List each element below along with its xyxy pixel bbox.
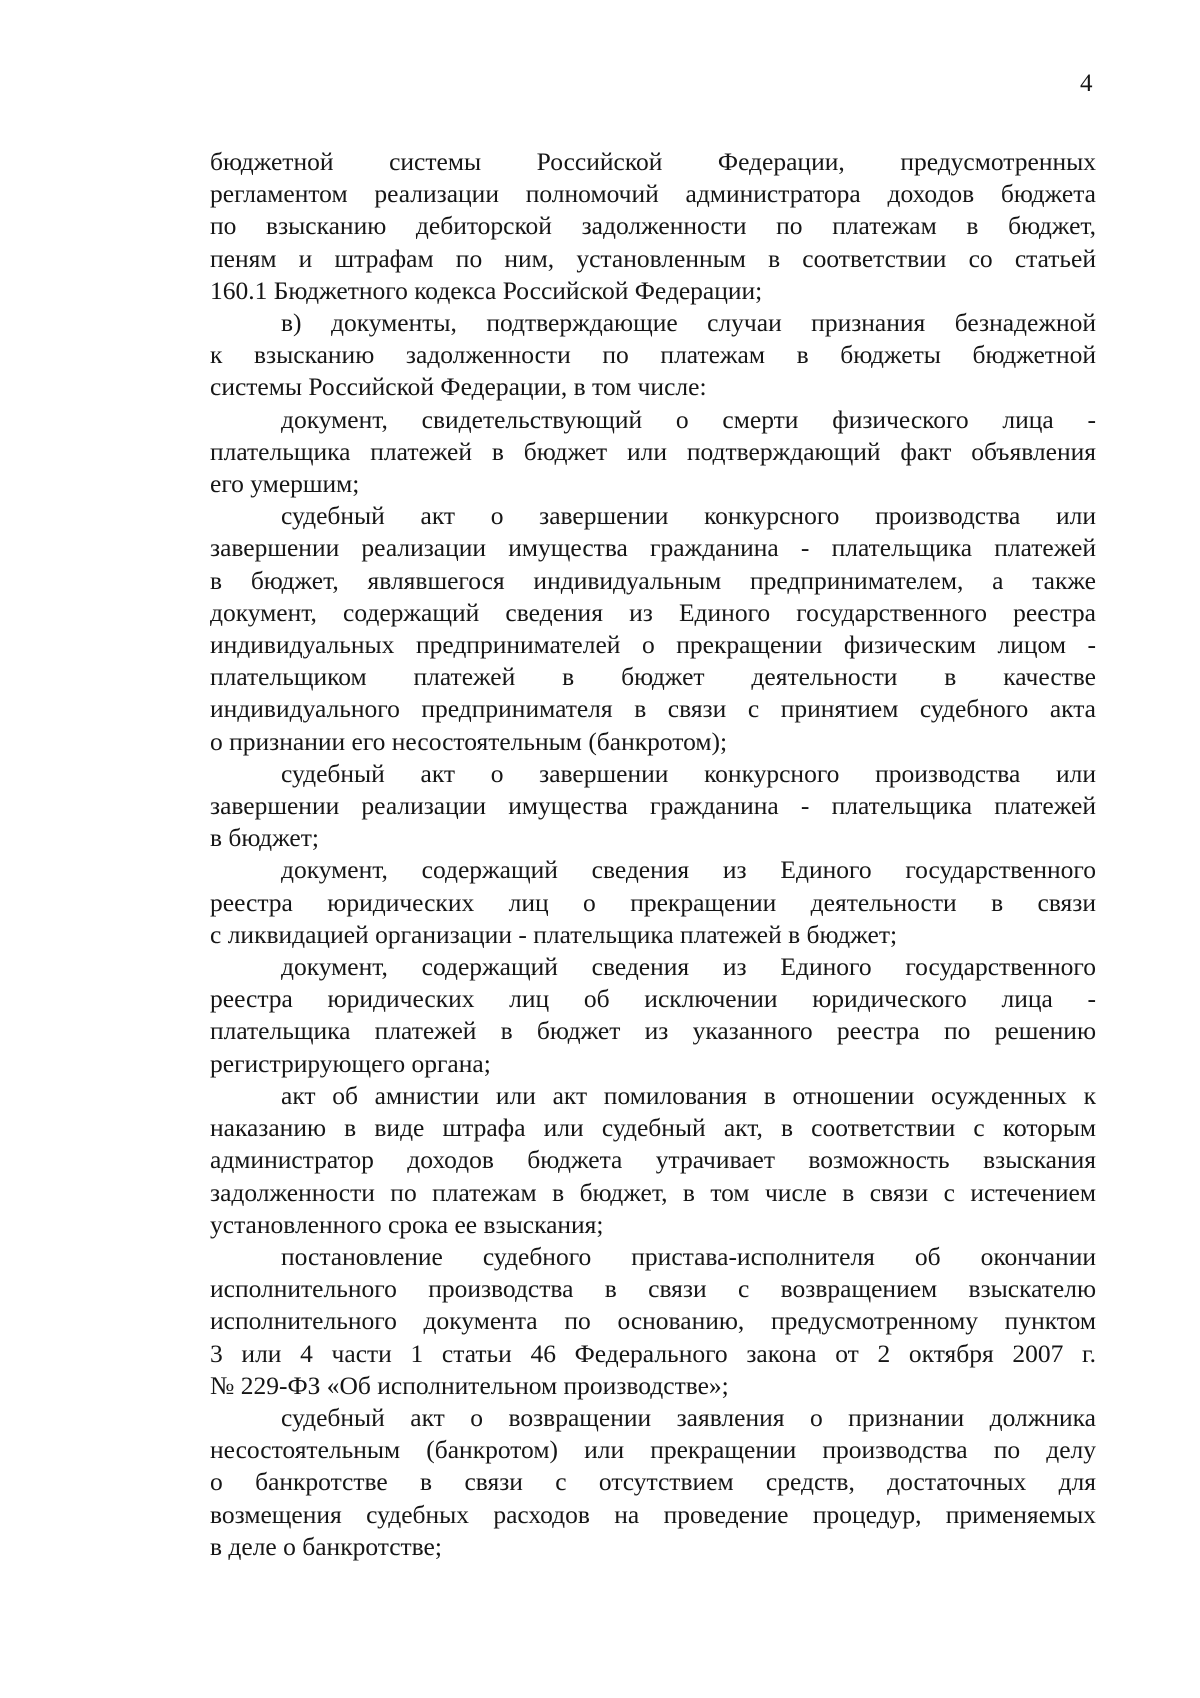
text-line: о признании его несостоятельным (банкротом); [210,726,728,756]
text-line: индивидуальных предпринимателей о прекращении физическим лицом - [210,630,1096,660]
text-line: задолженности по платежам в бюджет, в том числе в связи с истечением [210,1177,1096,1207]
text-line: судебный акт о завершении конкурсного производства или [281,758,1096,788]
text-line: плательщика платежей в бюджет или подтверждающий факт объявления [210,436,1096,466]
text-line: документ, содержащий сведения из Единого государственного [281,952,1096,982]
text-line: о банкротстве в связи с отсутствием средств, достаточных для [210,1467,1096,1497]
text-line: постановление судебного пристава-исполнителя об окончании [281,1241,1096,1271]
text-line: в бюджет, являвшегося индивидуальным предпринимателем, а также [210,565,1096,595]
text-line: 160.1 Бюджетного кодекса Российской Федерации; [210,275,763,305]
text-line: судебный акт о возвращении заявления о признании должника [281,1402,1096,1432]
text-line: его умершим; [210,469,360,499]
text-line: наказанию в виде штрафа или судебный акт, в соответствии с которым [210,1113,1096,1143]
text-line: по взысканию дебиторской задолженности по платежам в бюджет, [210,211,1096,241]
text-line: несостоятельным (банкротом) или прекращении производства по делу [210,1435,1096,1465]
text-line: плательщиком платежей в бюджет деятельности в качестве [210,662,1096,692]
document-body [210,146,1096,1563]
text-line: исполнительного производства в связи с возвращением взыскателю [210,1274,1096,1304]
text-line: завершении реализации имущества гражданина - плательщика платежей [210,533,1096,563]
text-line: документ, содержащий сведения из Единого государственного [281,855,1096,885]
text-line: в) документы, подтверждающие случаи признания безнадежной [281,308,1096,338]
text-line: № 229-ФЗ «Об исполнительном производстве»; [210,1370,729,1400]
text-line: реестра юридических лиц о прекращении деятельности в связи [210,887,1096,917]
text-line: администратор доходов бюджета утрачивает возможность взыскания [210,1145,1096,1175]
text-line: документ, свидетельствующий о смерти физического лица - [281,404,1096,434]
text-line: плательщика платежей в бюджет из указанного реестра по решению [210,1016,1096,1046]
text-line: бюджетной системы Российской Федерации, предусмотренных [210,147,1096,176]
text-line: с ликвидацией организации - плательщика платежей в бюджет; [210,919,898,949]
text-line: установленного срока ее взыскания; [210,1209,604,1239]
text-line: возмещения судебных расходов на проведение процедур, применяемых [210,1499,1096,1529]
page-number: 4 [1080,70,1093,97]
text-line: регистрирующего органа; [210,1048,491,1078]
text-line: судебный акт о завершении конкурсного производства или [281,501,1096,531]
text-line: документ, содержащий сведения из Единого государственного реестра [210,597,1096,627]
text-line: исполнительного документа по основанию, предусмотренному пунктом [210,1306,1096,1336]
text-line: к взысканию задолженности по платежам в бюджеты бюджетной [210,340,1096,370]
text-line: завершении реализации имущества гражданина - плательщика платежей [210,791,1096,821]
text-line: системы Российской Федерации, в том числе: [210,372,707,402]
text-line: пеням и штрафам по ним, установленным в соответствии со статьей [210,243,1096,273]
text-line: 3 или 4 части 1 статьи 46 Федерального закона от 2 октября 2007 г. [210,1338,1096,1368]
text-line: в деле о банкротстве; [210,1531,442,1561]
text-line: акт об амнистии или акт помилования в отношении осужденных к [281,1080,1096,1110]
text-line: индивидуального предпринимателя в связи с принятием судебного акта [210,694,1096,724]
text-line: в бюджет; [210,823,319,853]
text-line: регламентом реализации полномочий администратора доходов бюджета [210,179,1096,209]
text-line: реестра юридических лиц об исключении юридического лица - [210,984,1096,1014]
